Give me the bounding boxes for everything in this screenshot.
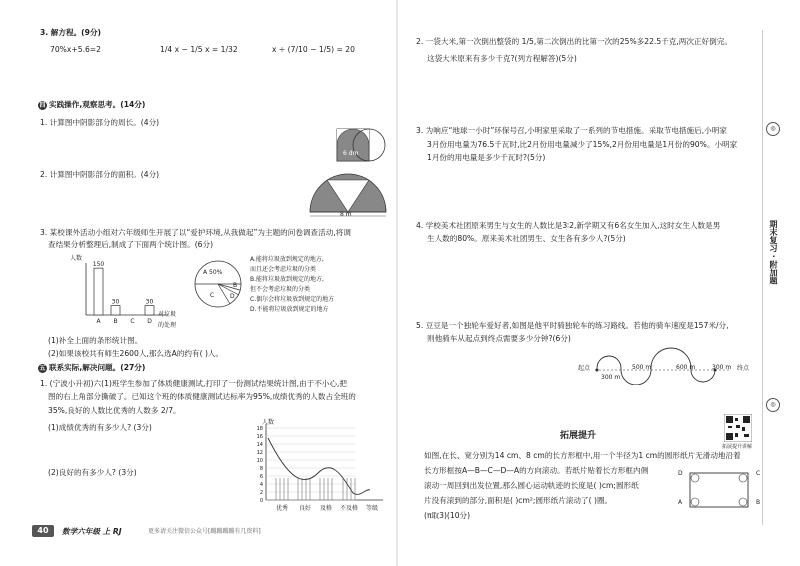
legend-line: B.能将垃圾放到规定的地方, [250,276,324,283]
hist-cat-5: 等级 [366,505,379,512]
legend-line: 但不会考虑垃圾的分类 [250,286,311,293]
r-q5-line2: 则他骑车从起点到终点需要多少分钟?(6分) [427,334,571,343]
hist-cat-4: 不及格 [340,505,359,512]
histogram-fitness [248,418,388,518]
footer-note: 更多请关注微信公众号[蹦蹦蹦蹦有几资料] [148,528,261,535]
pie-label-b: B [233,282,238,289]
hist-tick-label: 0 [259,498,263,504]
bar-B [111,306,120,315]
hist-cat-1: 优秀 [276,505,289,512]
equation-1: 70%x+5.6=2 [50,45,102,54]
page-gutter [396,0,398,566]
pie-label-a: A 50% [203,269,223,276]
hist-tick-label: 2 [259,490,263,496]
s5q1-sub2: (2)良好的有多少人? (3分) [48,468,137,477]
r-q3-line3: 1月份的用电量是多少千瓦时?(5分) [427,153,546,162]
section-4-heading [38,100,145,110]
footer-book: 数学六年级 上 RJ [62,527,122,536]
hist-ylabel: 人数 [262,419,275,426]
ext-line: 长方形框按A—B—C—D—A的方向滚动。若纸片贴着长方形框内侧 [424,466,649,475]
bar-chart-garbage [68,255,188,330]
figure2-label: 8 m [340,211,352,218]
route-label-3: 600 m [676,364,696,371]
r-q5-line1: 5. 豆豆是一个独轮车爱好者,如图是他平时骑独轮车的练习路线。若他的骑车速度是157米/分, [416,321,729,330]
pie-label-d: D [230,293,235,300]
qr-code-icon[interactable] [724,414,752,442]
s4-question-3-line2: 查结果分析整理后,制成了下面两个统计图。(6分) [48,240,214,249]
hist-cat-2: 良好 [299,505,312,512]
corner-a: A [678,499,683,506]
figure1-label: 6 dm [343,150,359,157]
r-q2-line2: 这袋大米原来有多少千克?(列方程解答)(5分) [427,54,577,63]
hist-tick-label: 18 [256,426,263,432]
qr-caption: 拓展提升讲解 [722,444,753,450]
q3-title: 3. 解方程。(9分) [40,28,102,37]
r-q4-line1: 4. 学校美术社团原来男生与女生的人数比是3∶2,新学期又有6名女生加入,这时女生人数是男 [416,221,721,230]
ext-line: (π取3)(10分) [424,511,471,520]
bar-value-label: 30 [145,298,154,306]
route-label-4: 300 m [712,364,732,371]
section-5-mark: 五 [39,364,46,372]
route-label-2: 500 m [632,364,652,371]
s5q1-sub1: (1)成绩优秀的有多少人? (3分) [48,423,152,432]
hist-tick-label: 14 [256,442,263,448]
hist-tick-label: 10 [256,458,263,464]
bar-category-label: C [130,318,135,325]
tab-circle-icon: ◎ [766,122,780,136]
extension-title: 拓展提升 [560,431,597,441]
s4q3-sub2: (2)如果该校共有师生2600人,那么选A的约有( )人。 [48,349,224,358]
section-4-title: 实践操作,观察思考。(14分) [49,100,146,109]
route-start: 起点 [578,365,591,372]
hist-tick-label: 8 [259,466,263,472]
s4q3-sub1: (1)补全上面的条形统计图。 [48,336,143,345]
ext-line: 滚动一周回到出发位置,那么圆心运动轨迹的长度是( )cm;圆形纸 [424,481,639,490]
hist-tick-label: 16 [256,434,263,440]
rect-frame-diagram [684,470,754,512]
section-5-heading [38,363,145,373]
hist-torn-curve [268,438,370,494]
hist-cat-3: 及格 [320,505,333,512]
tab-circle-icon: ◎ [766,398,780,412]
s5q1-line2: 图的右上角部分撕破了。已知这个班的体质健康测试达标率为95%,成绩优秀的人数占全班的 [48,392,356,401]
bar-value-label: 30 [111,298,120,306]
bar-value-label: 150 [92,261,105,269]
route-end: 终点 [737,365,750,372]
s4-question-1: 1. 计算图中阴影部分的周长。(4分) [40,118,160,127]
page-number: 40 [32,525,54,537]
r-q2-line1: 2. 一袋大米,第一次倒出整袋的 1/5,第二次倒出的比第一次的25%多22.5千克,两次正好倒完。 [416,37,732,46]
legend-line: C.偶尔会将垃圾放到规定的地方 [250,296,335,303]
equation-2: 1/4 x − 1/5 x = 1/32 [160,45,238,54]
bar-ylabel: 人数 [70,255,83,262]
bar-category-label: B [113,318,118,325]
route-label-1: 300 m [601,374,621,381]
bar-category-label: D [147,318,152,325]
hist-tick-label: 12 [256,450,263,456]
hist-tick-label: 6 [259,474,263,480]
legend-line: D.不能将垃圾放到规定的地方 [250,306,329,313]
bar-A [94,268,103,315]
s5q1-line1: 1. (宁波小升初)六(1)班学生参加了体质健康测试,打印了一份测试结果统计图,由于不小心,把 [40,379,347,388]
side-title: 期末复习 · 附加题 [769,220,778,285]
s4-question-2: 2. 计算图中阴影部分的面积。(4分) [40,170,160,179]
corner-c: C [756,470,761,477]
ext-line: 片没有滚到的部分,面积是( )cm²;圆形纸片滚动了( )圈。 [424,496,613,505]
s4-question-3-line1: 3. 某校课外活动小组对六年级师生开展了以“爱护环境,从我做起”为主题的问卷调查活动,将调 [40,228,351,237]
bar-D [145,306,154,315]
legend-line: 而且还会考虑垃圾的分类 [250,266,317,273]
side-tab [762,30,781,525]
ext-line: 如图,在长、宽分别为14 cm、8 cm的长方形框中,用一个半径为1 cm的圆形纸片无滑动地沿着 [424,451,741,460]
equation-3: x ÷ (7/10 − 1/5) = 20 [272,45,355,54]
bar-xlabel-1: 对垃圾 [158,311,177,318]
corner-d: D [678,470,683,477]
r-q3-line1: 3. 为响应“地球一小时”环保号召,小明家里采取了一系列的节电措施。采取节电措施后,小明家 [416,126,727,135]
section-5-title: 联系实际,解决问题。(27分) [49,363,146,372]
bar-category-label: A [96,318,101,325]
r-q4-line2: 生人数的80%。原来美术社团男生、女生各有多少人?(5分) [427,234,626,243]
bar-xlabel-2: 的处理 [158,322,177,329]
corner-b: B [756,499,761,506]
s5q1-line3: 35%,良好的人数比优秀的人数多 2/7。 [48,406,181,415]
section-4-mark: 四 [39,101,46,109]
figure-shaded-perimeter [335,124,390,169]
hist-tick-label: 4 [259,482,263,488]
legend-line: A.能将垃圾放到规定的地方, [250,256,324,263]
pie-label-c: C [210,292,215,299]
r-q3-line2: 3月份用电量为76.5千瓦时,比2月份用电量减少了15%,2月份用电量是1月份的90%。小明家 [427,140,738,149]
